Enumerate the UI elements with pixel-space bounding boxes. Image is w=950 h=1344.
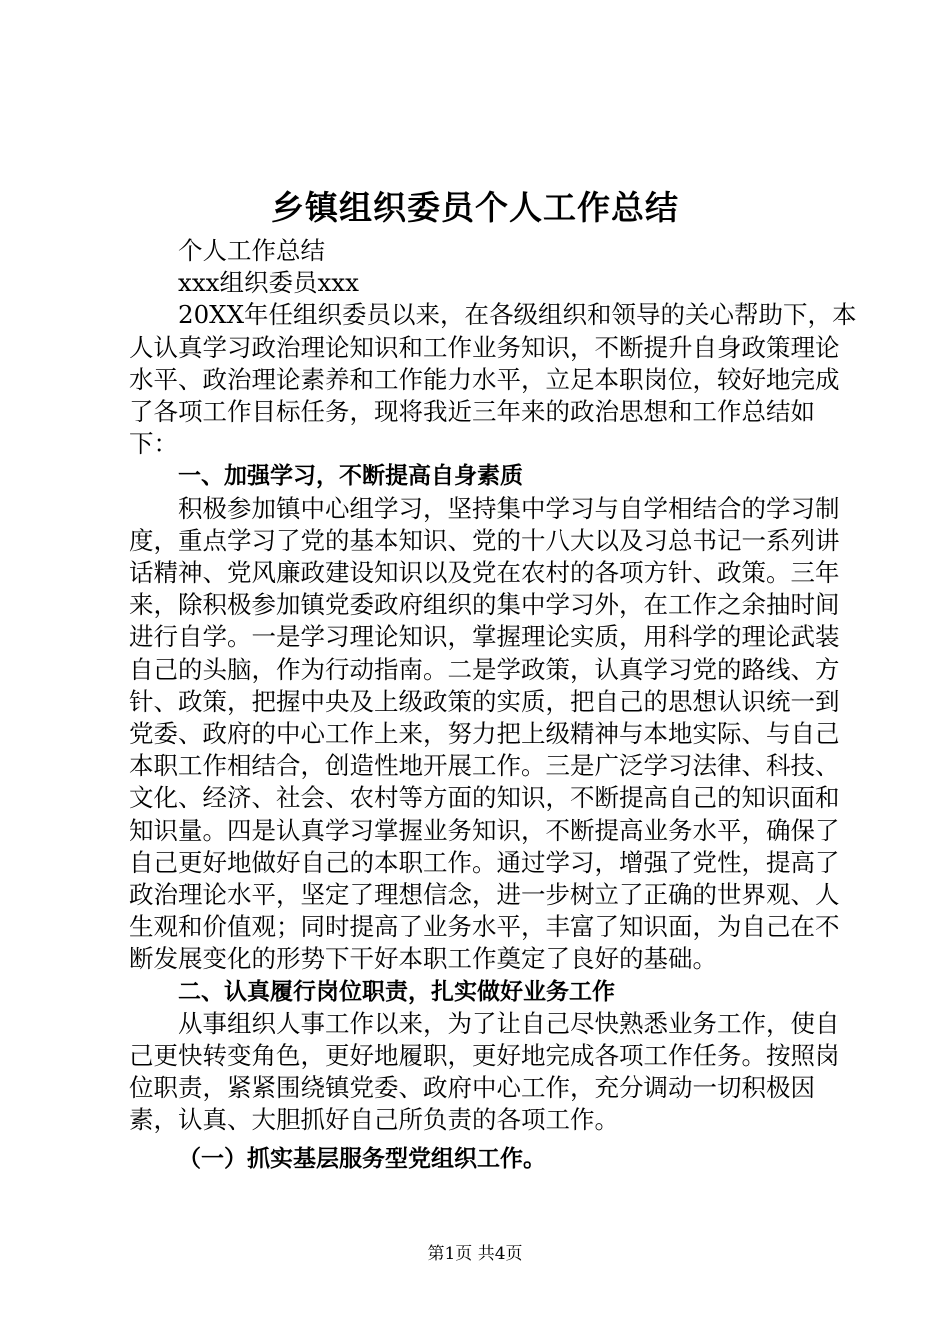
document-title: 乡镇组织委员个人工作总结 bbox=[271, 188, 679, 227]
document-body bbox=[129, 235, 857, 1175]
section-heading-1: 一、加强学习，不断提高自身素质 bbox=[178, 463, 523, 490]
section-heading-2: 二、认真履行岗位职责，扎实做好业务工作 bbox=[178, 978, 615, 1005]
document-subtitle: 个人工作总结 bbox=[178, 236, 325, 265]
section-paragraph-2: 从事组织人事工作以来，为了让自己尽快熟悉业务工作，使自己更快转变角色，更好地履职，更好地完成各项工作任务。按照岗位职责，紧紧围绕镇党委、政府中心工作，充分调动一切积极因素，认真、大胆抓好自己所负责的各项工作。 bbox=[129, 1008, 840, 1135]
intro-paragraph: 20XX年任组织委员以来，在各级组织和领导的关心帮助下，本人认真学习政治理论知识和工作业务知识，不断提升自身政策理论水平、政治理论素养和工作能力水平，立足本职岗位，较好地完成了各项工作目标任务，现将我近三年来的政治思想和工作总结如下： bbox=[129, 300, 857, 459]
page-footer: 第1页 共4页 bbox=[427, 1244, 523, 1264]
section-paragraph-1: 积极参加镇中心组学习，坚持集中学习与自学相结合的学习制度，重点学习了党的基本知识、党的十八大以及习总书记一系列讲话精神、党风廉政建设知识以及党在农村的各项方针、政策。三年来，除积极参加镇党委政府组织的集中学习外，在工作之余抽时间进行自学。一是学习理论知识，掌握理论实质，用科学的理论武装自己的头脑，作为行动指南。二是学政策，认真学习党的路线、方针、政策，把握中央及上级政策的实质，把自己的思想认识统一到党委、政府的中心工作上来，努力把上级精神与本地实际、与自己本职工作相结合，创造性地开展工作。三是广泛学习法律、科技、文化、经济、社会、农村等方面的知识，不断提高自己的知识面和知识量。四是认真学习掌握业务知识，不断提高业务水平，确保了自己更好地做好自己的本职工作。通过学习，增强了党性，提高了政治理论水平，坚定了理想信念，进一步树立了正确的世界观、人生观和价值观；同时提高了业务水平，丰富了知识面，为自己在不断发展变化的形势下干好本职工作奠定了良好的基础。 bbox=[129, 493, 840, 974]
subsection-heading-1: （一）抓实基层服务型党组织工作。 bbox=[178, 1145, 546, 1172]
document-author: xxx组织委员xxx bbox=[178, 268, 359, 298]
